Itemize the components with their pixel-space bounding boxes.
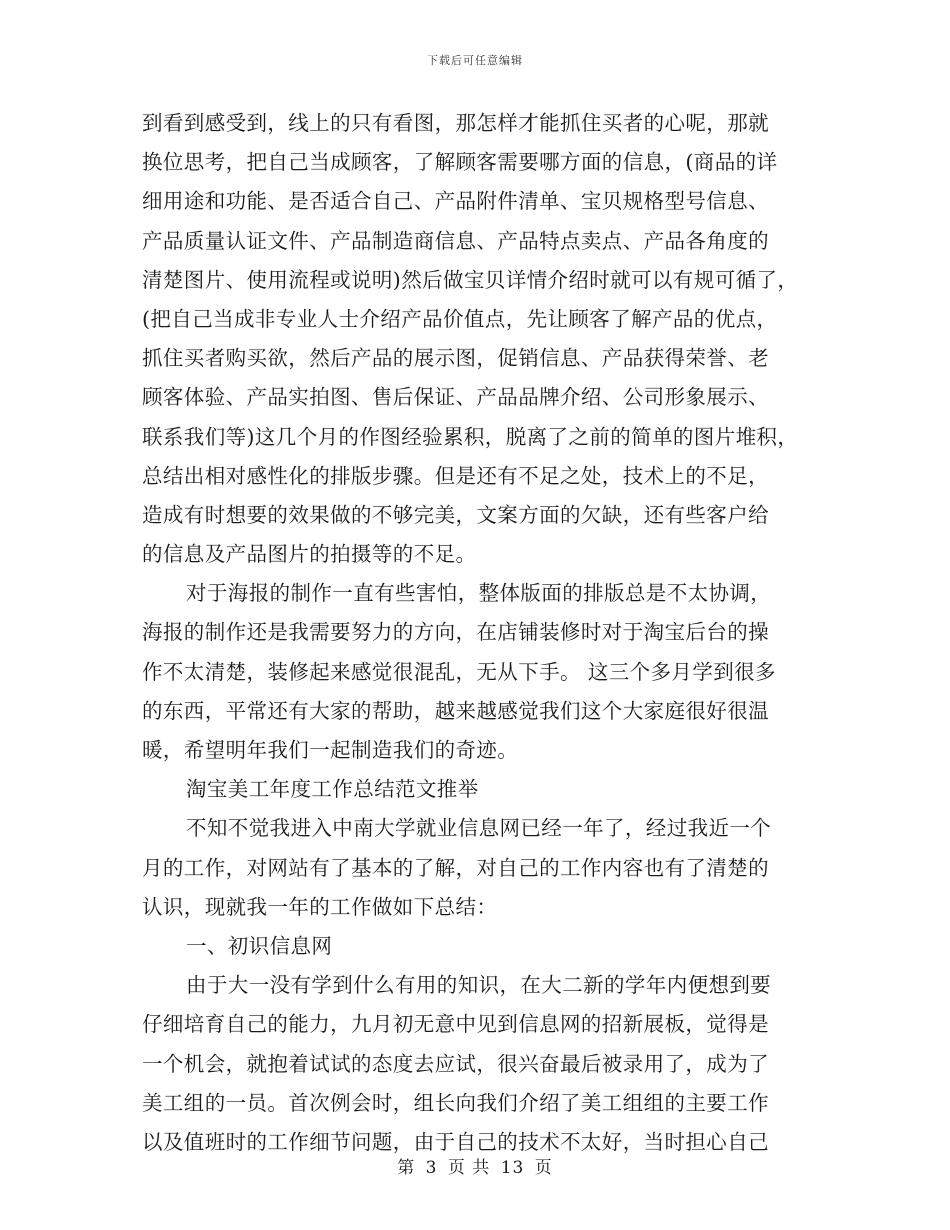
footer-prefix: 第 [397,1158,416,1178]
total-page-count: 13 [500,1158,525,1178]
section-title: 淘宝美工年度工作总结范文推举 [186,777,479,802]
paragraph-start-line: 不知不觉我进入中南大学就业信息网已经一年了，经过我近一个 [186,816,772,841]
body-line: 海报的制作还是我需要努力的方向，在店铺装修时对于淘宝后台的操 [142,620,769,645]
body-line: 总结出相对感性化的排版步骤。但是还有不足之处，技术上的不足， [142,463,769,488]
body-line: 暖，希望明年我们一起制造我们的奇迹。 [142,738,519,762]
body-line: (把自己当成非专业人士介绍产品价值点，先让顾客了解产品的优点， [142,306,778,331]
paragraph-start-line: 对于海报的制作一直有些害怕，整体版面的排版总是不太协调， [186,581,772,606]
body-line: 作不太清楚，装修起来感觉很混乱，无从下手。 这三个多月学到很多 [142,659,776,684]
paragraph-start-line: 由于大一没有学到什么有用的知识，在大二新的学年内便想到要 [186,973,772,998]
body-line: 造成有时想要的效果做的不够完美，文案方面的欠缺，还有些客户给 [142,502,769,527]
body-line: 认识，现就我一年的工作做如下总结： [142,894,498,919]
body-line: 清楚图片、使用流程或说明)然后做宝贝详情介绍时就可以有规可循了， [142,267,799,292]
body-line: 以及值班时的工作细节问题，由于自己的技术不太好，当时担心自己 [142,1129,769,1154]
page-number-footer [0,1153,950,1178]
body-line: 换位思考，把自己当成顾客，了解顾客需要哪方面的信息，(商品的详 [142,150,778,175]
body-line: 细用途和功能、是否适合自己、产品附件清单、宝贝规格型号信息、 [142,189,769,214]
footer-middle: 页 共 [447,1158,491,1178]
body-line: 到看到感受到，线上的只有看图，那怎样才能抓住买者的心呢，那就 [142,111,769,135]
page-header-note: 下载后可任意编辑 [427,54,523,67]
body-line: 产品质量认证文件、产品制造商信息、产品特点卖点、产品各角度的 [142,228,769,253]
body-line: 顾客体验、产品实拍图、售后保证、产品品牌介绍、公司形象展示、 [142,385,769,410]
body-line: 的东西，平常还有大家的帮助，越来越感觉我们这个大家庭很好很温 [142,698,769,723]
body-line: 一个机会，就抱着试试的态度去应试，很兴奋最后被录用了，成为了 [142,1051,769,1076]
body-line: 抓住买者购买欲，然后产品的展示图，促销信息、产品获得荣誉、老 [142,346,769,371]
footer-suffix: 页 [534,1158,553,1178]
body-line: 的信息及产品图片的拍摄等的不足。 [142,542,477,567]
body-line: 联系我们等)这几个月的作图经验累积，脱离了之前的简单的图片堆积， [142,424,799,449]
current-page-number: 3 [425,1158,438,1178]
body-line: 仔细培育自己的能力，九月初无意中见到信息网的招新展板，觉得是 [142,1012,769,1037]
body-line: 月的工作，对网站有了基本的了解，对自己的工作内容也有了清楚的 [142,855,769,880]
body-line: 美工组的一员。首次例会时，组长向我们介绍了美工组组的主要工作 [142,1090,769,1115]
document-body [142,104,818,1162]
section-heading: 一、初识信息网 [186,933,333,958]
